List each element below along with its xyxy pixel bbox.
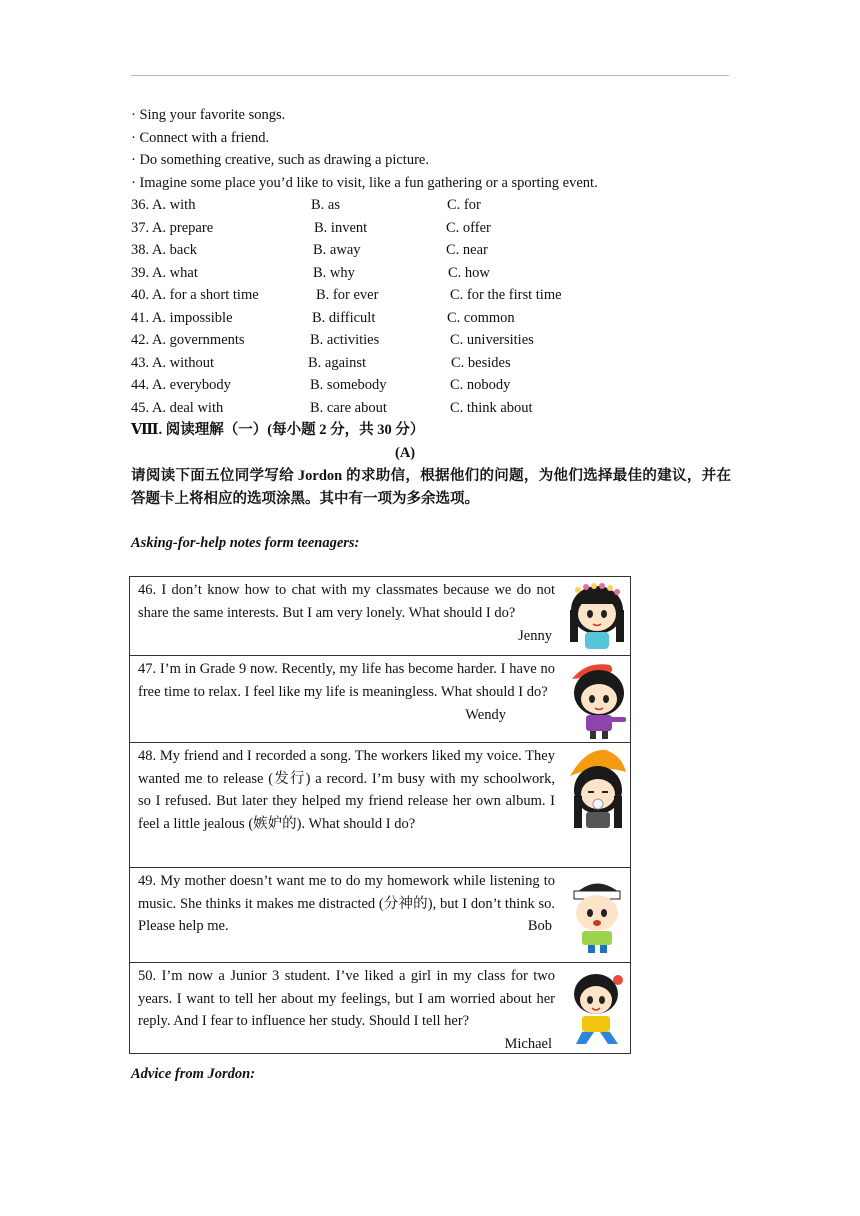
option-c: C. universities: [450, 332, 534, 348]
girl-cartoon-icon: [566, 659, 628, 741]
note-text: 46. I don’t know how to chat with my classmates because we do not share the same interests. But I am very lonely. What should I do?: [138, 582, 555, 621]
option-a: 40. A. for a short time: [131, 287, 259, 303]
boy-cartoon-icon: [566, 871, 628, 955]
option-c: C. for: [447, 197, 481, 213]
note-cell: [130, 656, 631, 743]
option-c: C. common: [447, 309, 515, 326]
question-row: [131, 194, 731, 217]
notes-table: [129, 576, 631, 1054]
table-row: [130, 743, 631, 868]
option-c: C. besides: [451, 354, 511, 371]
option-b: B. care about: [310, 399, 387, 416]
table-row: [130, 577, 631, 656]
option-a: 37. A. prepare: [131, 219, 214, 236]
option-c: C. near: [446, 242, 488, 258]
note-author: Michael: [504, 1036, 552, 1052]
table-row: [130, 963, 631, 1054]
option-c: C. think about: [450, 399, 533, 416]
option-a: 41. A. impossible: [131, 309, 233, 326]
note-cell: [130, 868, 631, 963]
cloze-options: [131, 194, 731, 419]
question-row: [131, 262, 731, 285]
note-author: Jenny: [518, 628, 552, 644]
girl-cartoon-icon: [566, 746, 628, 832]
note-text: 49. My mother doesn’t want me to do my homework while listening to music. She thinks it makes me distracted (分神的), but I don’t think so. Please help me.: [138, 873, 555, 934]
girl-cartoon-icon: [566, 580, 628, 652]
section-title: Ⅷ. 阅读理解（一）(每小题 2 分，共 30 分）: [131, 422, 425, 438]
tip-item: · Connect with a friend.: [131, 129, 270, 146]
table-row: [130, 656, 631, 743]
tips-list: [131, 104, 598, 194]
option-b: B. somebody: [310, 377, 387, 393]
option-a: 44. A. everybody: [131, 377, 231, 393]
note-body: [130, 656, 630, 723]
note-author: Bob: [527, 918, 552, 934]
option-a: 39. A. what: [131, 264, 198, 281]
note-author: Wendy: [465, 707, 506, 723]
question-row: [131, 239, 731, 262]
note-cell: [130, 577, 631, 656]
question-row: [131, 352, 731, 375]
tip-item: · Sing your favorite songs.: [131, 107, 286, 123]
notes-heading: Asking-for-help notes form teenagers:: [131, 535, 360, 551]
subsection-label: (A): [395, 445, 416, 461]
question-row: [131, 307, 731, 330]
question-row: [131, 329, 731, 352]
note-text: 48. My friend and I recorded a song. The workers liked my voice. They wanted me to release (发行) a record. I’m busy with my schoolwork, so I refused. But later they helped my friend release her own album. I feel a little jealous (嫉妒的). What should I do?: [138, 748, 555, 832]
question-row: [131, 374, 731, 397]
note-body: [130, 868, 630, 944]
option-c: C. offer: [446, 219, 491, 236]
option-b: B. as: [311, 197, 340, 213]
option-c: C. nobody: [450, 377, 511, 393]
header-rule: [131, 75, 729, 76]
question-row: [131, 284, 731, 307]
option-b: B. for ever: [316, 287, 379, 303]
option-a: 45. A. deal with: [131, 399, 224, 416]
tip-item: · Do something creative, such as drawing a picture.: [131, 152, 429, 168]
option-b: B. why: [313, 264, 355, 281]
note-body: [130, 577, 630, 644]
tip-item: · Imagine some place you’d like to visit, like a fun gathering or a sporting event.: [131, 174, 598, 191]
note-cell: [130, 743, 631, 868]
note-body: [130, 963, 630, 1052]
advice-heading: Advice from Jordon:: [131, 1066, 256, 1082]
option-a: 42. A. governments: [131, 332, 245, 348]
note-cell: [130, 963, 631, 1054]
boy-cartoon-icon: [566, 966, 628, 1048]
note-text: 50. I’m now a Junior 3 student. I’ve liked a girl in my class for two years. I want to tell her about my feelings, but I am worried about her reply. And I fear to influence her study. Should I tell her?: [138, 968, 555, 1029]
question-row: [131, 397, 731, 420]
option-b: B. invent: [314, 219, 368, 236]
option-b: B. difficult: [312, 309, 376, 326]
option-a: 36. A. with: [131, 197, 196, 213]
option-b: B. against: [308, 354, 366, 371]
option-b: B. away: [313, 242, 361, 258]
note-text: 47. I’m in Grade 9 now. Recently, my life has become harder. I have no free time to relax. I feel like my life is meaningless. What should I do?: [138, 661, 555, 700]
table-row: [130, 868, 631, 963]
option-b: B. activities: [310, 332, 380, 348]
question-row: [131, 217, 731, 240]
note-body: [130, 743, 630, 841]
instructions: 请阅读下面五位同学写给 Jordon 的求助信，根据他们的问题，为他们选择最佳的建议，并在答题卡上将相应的选项涂黑。其中有一项为多余选项。: [131, 468, 731, 507]
option-a: 38. A. back: [131, 242, 198, 258]
option-c: C. how: [448, 264, 490, 281]
option-c: C. for the first time: [450, 287, 562, 303]
option-a: 43. A. without: [131, 354, 214, 371]
